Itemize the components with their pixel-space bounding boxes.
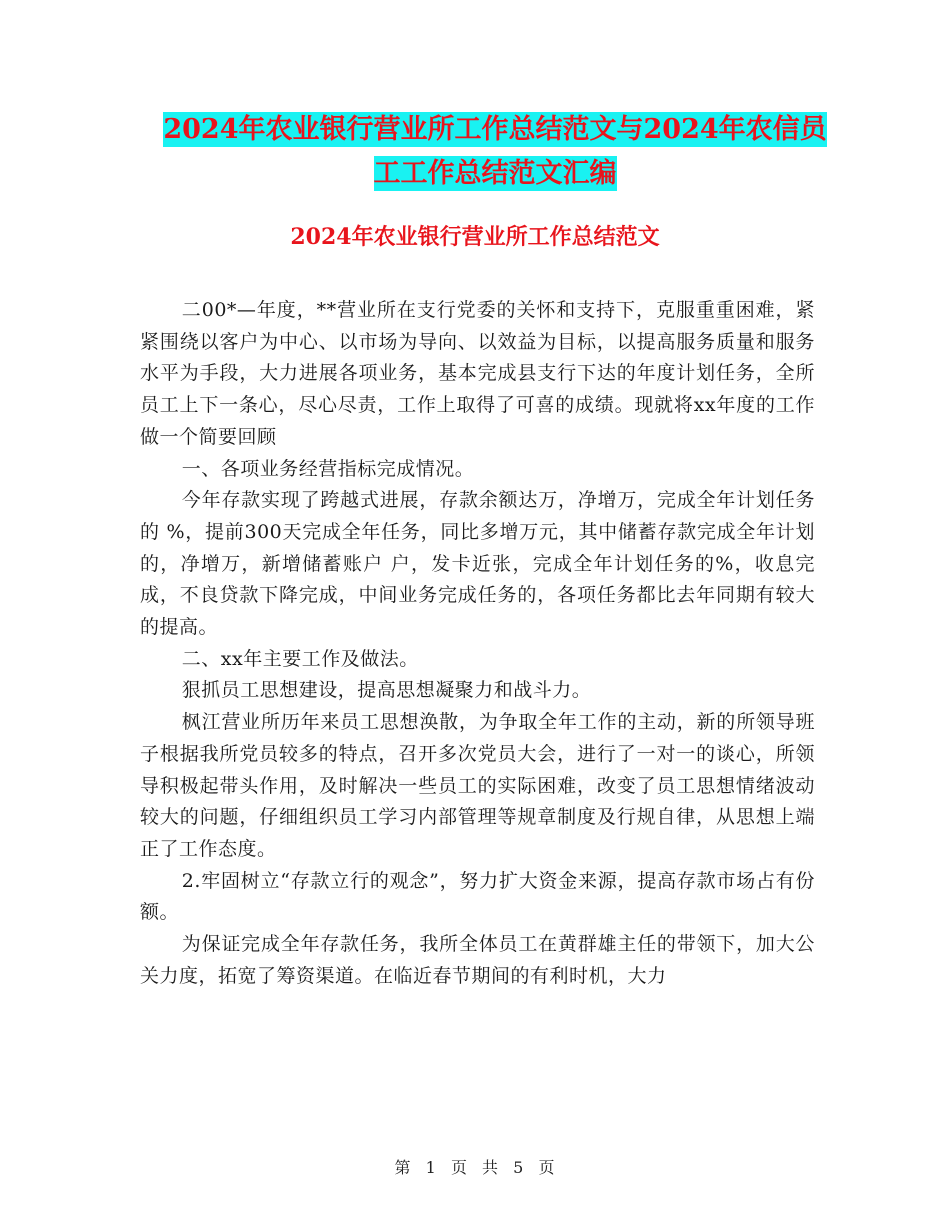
document-title-line-1: 2024年农业银行营业所工作总结范文与2024年农信员 xyxy=(163,114,827,145)
document-title xyxy=(120,108,870,196)
paragraph: 一、各项业务经营指标完成情况。 xyxy=(181,457,475,480)
paragraph: 二00*—年度，**营业所在支行党委的关怀和支持下，克服重重困难，紧紧围绕以客户为中心、以市场为导向、以效益为目标，以提高服务质量和服务水平为手段，大力进展各项业务，基本完成县支行下达的年度计划任务，全所员工上下一条心，尽心尽责，工作上取得了可喜的成绩。现就将xx年度的工作做一个简要回顾 xyxy=(140,299,815,448)
paragraph: 2.牢固树立“存款立行的观念”，努力扩大资金来源，提高存款市场占有份额。 xyxy=(140,869,815,924)
footer-label-unit-2: 页 xyxy=(538,1158,556,1177)
paragraph: 枫江营业所历年来员工思想涣散，为争取全年工作的主动，新的所领导班子根据我所党员较多的特点，召开多次党员大会，进行了一对一的谈心，所领导积极起带头作用，及时解决一些员工的实际困难，改变了员工思想情绪波动较大的问题，仔细组织员工学习内部管理等规章制度及行规自律，从思想上端正了工作态度。 xyxy=(140,711,815,860)
document-body xyxy=(140,295,815,992)
footer-label-unit: 页 xyxy=(450,1158,468,1177)
section-title: 2024年农业银行营业所工作总结范文 xyxy=(290,224,660,250)
footer-label-total: 共 xyxy=(482,1158,500,1177)
paragraph: 狠抓员工思想建设，提高思想凝聚力和战斗力。 xyxy=(181,679,592,702)
document-title-line-2: 工工作总结范文汇编 xyxy=(373,158,617,189)
page-footer xyxy=(0,1155,950,1178)
footer-label-page: 第 xyxy=(394,1158,412,1177)
paragraph: 为保证完成全年存款任务，我所全体员工在黄群雄主任的带领下，加大公关力度，拓宽了筹资渠道。在临近春节期间的有利时机，大力 xyxy=(140,933,815,987)
footer-current-page: 1 xyxy=(425,1158,437,1177)
paragraph: 二、xx年主要工作及做法。 xyxy=(181,647,419,670)
paragraph: 今年存款实现了跨越式进展，存款余额达万，净增万，完成全年计划任务的 %，提前300天完成全年任务，同比多增万元，其中储蓄存款完成全年计划的，净增万，新增储蓄账户 户，发卡近张，完成全年计划任务的%，收息完成，不良贷款下降完成，中间业务完成任务的，各项任务都比去年同期有较大的提高。 xyxy=(140,489,815,639)
footer-total-pages: 5 xyxy=(513,1158,525,1177)
